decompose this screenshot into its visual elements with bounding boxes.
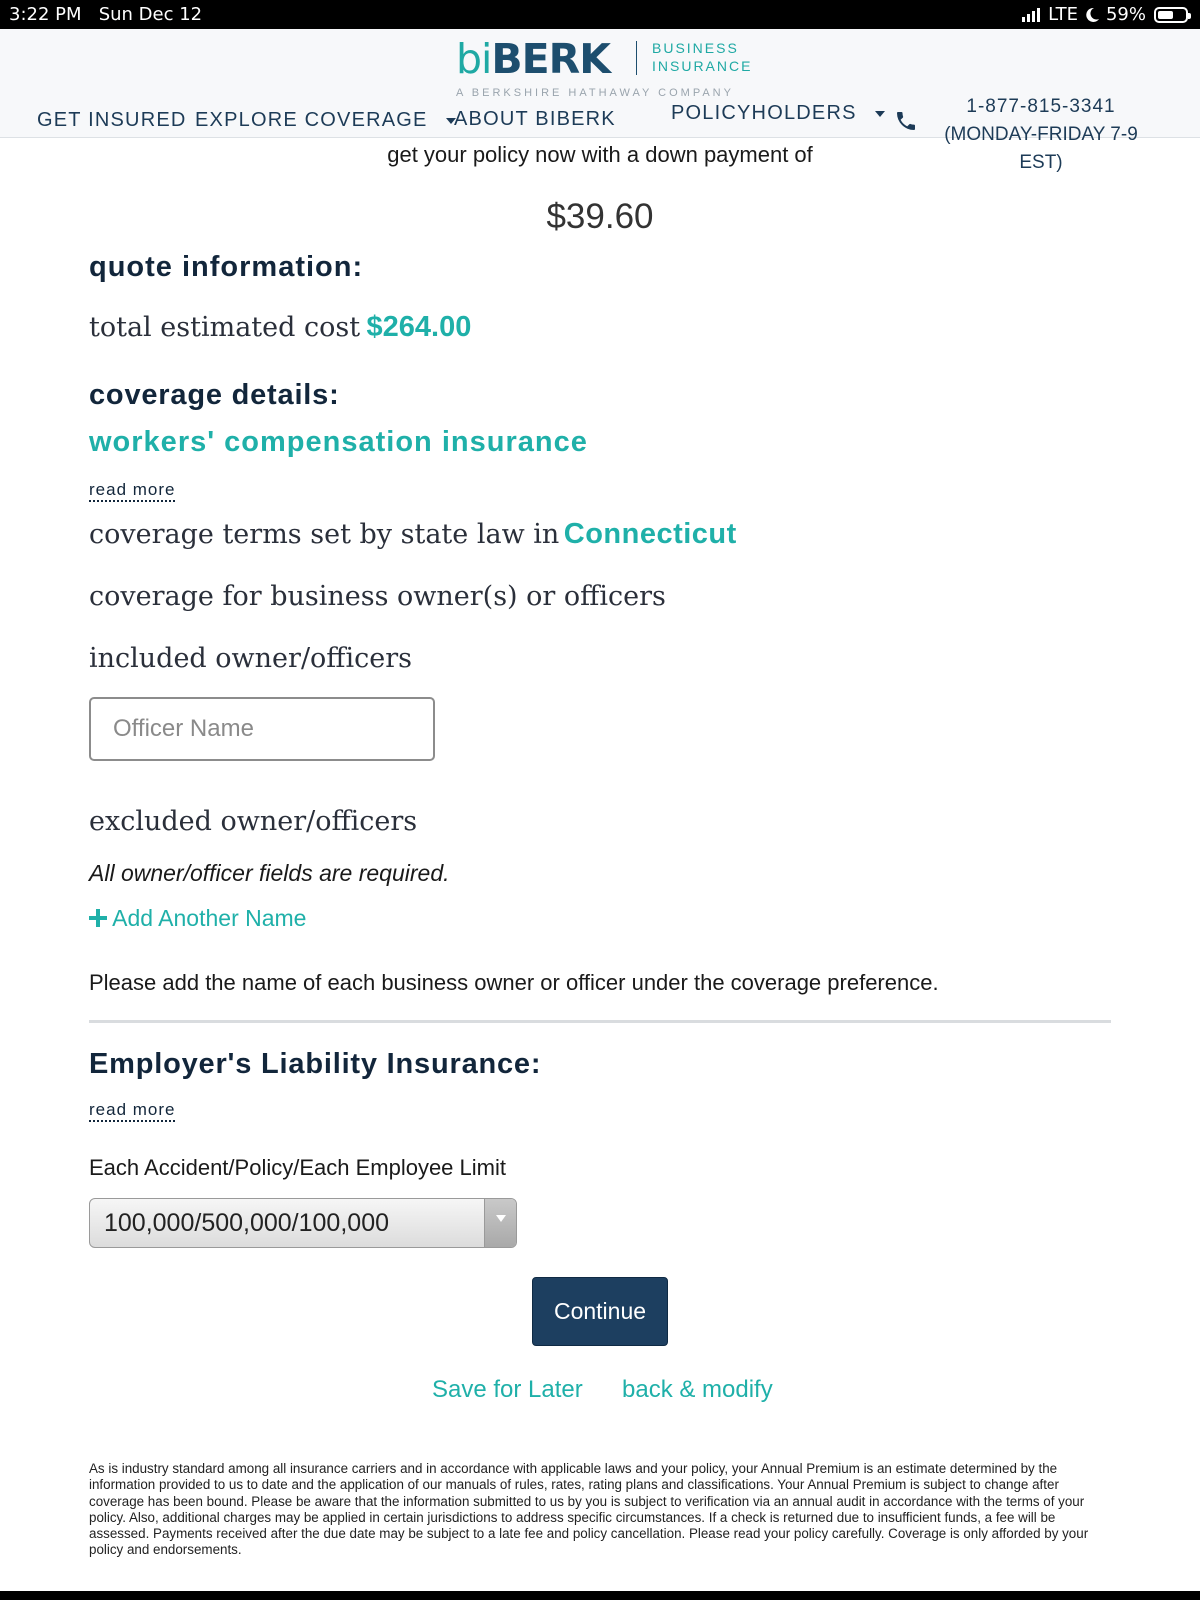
logo-divider: [636, 41, 637, 75]
nav-about-biberk[interactable]: ABOUT BIBERK: [454, 108, 616, 130]
officer-name-input[interactable]: [89, 697, 435, 761]
battery-percent: 59%: [1105, 4, 1146, 25]
limit-select-value: 100,000/500,000/100,000: [104, 1209, 389, 1237]
coverage-details-heading: coverage details:: [89, 379, 340, 411]
status-time: 3:22 PM Sun Dec 12: [9, 4, 203, 25]
logo-subtitle: BUSINESS INSURANCE: [652, 40, 753, 74]
bottom-bar: [0, 1591, 1200, 1600]
section-divider: [89, 1020, 1111, 1023]
battery-level: [1158, 11, 1173, 19]
logo-wordmark: biBERK: [456, 35, 611, 83]
signal-icon: [1022, 8, 1040, 22]
included-officers-label: included owner/officers: [89, 643, 412, 674]
plus-icon: [89, 909, 107, 927]
total-cost-label: total estimated cost: [89, 312, 361, 343]
total-cost-value: $264.00: [366, 311, 472, 343]
required-note: All owner/officer fields are required.: [89, 860, 450, 886]
down-payment-intro: get your policy now with a down payment of: [387, 142, 813, 167]
quote-information-heading: quote information:: [89, 251, 364, 283]
read-more-link[interactable]: read more: [89, 480, 175, 502]
save-for-later-link[interactable]: Save for Later: [432, 1376, 583, 1403]
add-another-name-label: Add Another Name: [112, 905, 307, 931]
nav-policyholders[interactable]: POLICYHOLDERS: [671, 102, 885, 125]
phone-number: 1-877-815-3341: [966, 96, 1116, 117]
nav-explore-coverage[interactable]: EXPLORE COVERAGE: [195, 109, 456, 132]
down-payment-amount: $39.60: [546, 197, 654, 236]
premium-disclaimer: As is industry standard among all insurance carriers and in accordance with applicable laws and your policy, your Annual Premium is an estimate determined by the information provided to us to date and the application of our manuals of rules, rates, rating plans and classifications. Your Annual Premium is subject to change after coverage has been bound. Please be aware that the information submitted to us by you is subject to verification via an annual audit in accordance with the terms of your policy. Also, additional charges may be applied in certain jurisdictions to address specific circumstances. If a check is returned due to insufficient funds, a fee will be assessed. Payments received after the due date may be subject to a late fee and policy cancellation. Please read your policy carefully. Coverage is only afforded by your policy and endorsements.: [89, 1461, 1089, 1558]
phone-hours: (MONDAY-FRIDAY 7-9 EST): [944, 124, 1138, 173]
total-estimated-cost: [89, 311, 471, 344]
network-label: LTE: [1048, 4, 1078, 25]
employers-liability-heading: Employer's Liability Insurance:: [89, 1048, 542, 1080]
continue-button[interactable]: Continue: [532, 1277, 668, 1346]
coverage-terms: [89, 518, 737, 551]
phone-icon: [894, 109, 918, 133]
status-date: Sun Dec 12: [98, 4, 203, 25]
limit-select[interactable]: [89, 1198, 517, 1248]
add-another-name-button[interactable]: [89, 905, 306, 932]
limit-label: Each Accident/Policy/Each Employee Limit: [89, 1155, 506, 1180]
nav-get-insured[interactable]: GET INSURED: [37, 109, 187, 131]
excluded-officers-label: excluded owner/officers: [89, 806, 418, 837]
chevron-down-icon: [484, 1199, 516, 1247]
status-bar: [0, 0, 1200, 29]
coverage-state: Connecticut: [563, 518, 737, 550]
back-modify-link[interactable]: back & modify: [622, 1376, 773, 1403]
owner-instruction: Please add the name of each business owner or officer under the coverage preference.: [89, 970, 939, 995]
battery-icon: [1154, 7, 1188, 23]
read-more-link[interactable]: read more: [89, 1100, 175, 1122]
status-indicators: [1022, 4, 1188, 25]
logo-tagline: A BERKSHIRE HATHAWAY COMPANY: [456, 87, 734, 99]
owners-coverage-line: coverage for business owner(s) or officers: [89, 581, 666, 612]
moon-icon: [1084, 7, 1100, 23]
coverage-product[interactable]: workers' compensation insurance: [89, 426, 588, 458]
chevron-down-icon: [875, 111, 885, 117]
coverage-terms-label: coverage terms set by state law in: [89, 519, 560, 550]
biberk-logo[interactable]: [456, 35, 753, 99]
